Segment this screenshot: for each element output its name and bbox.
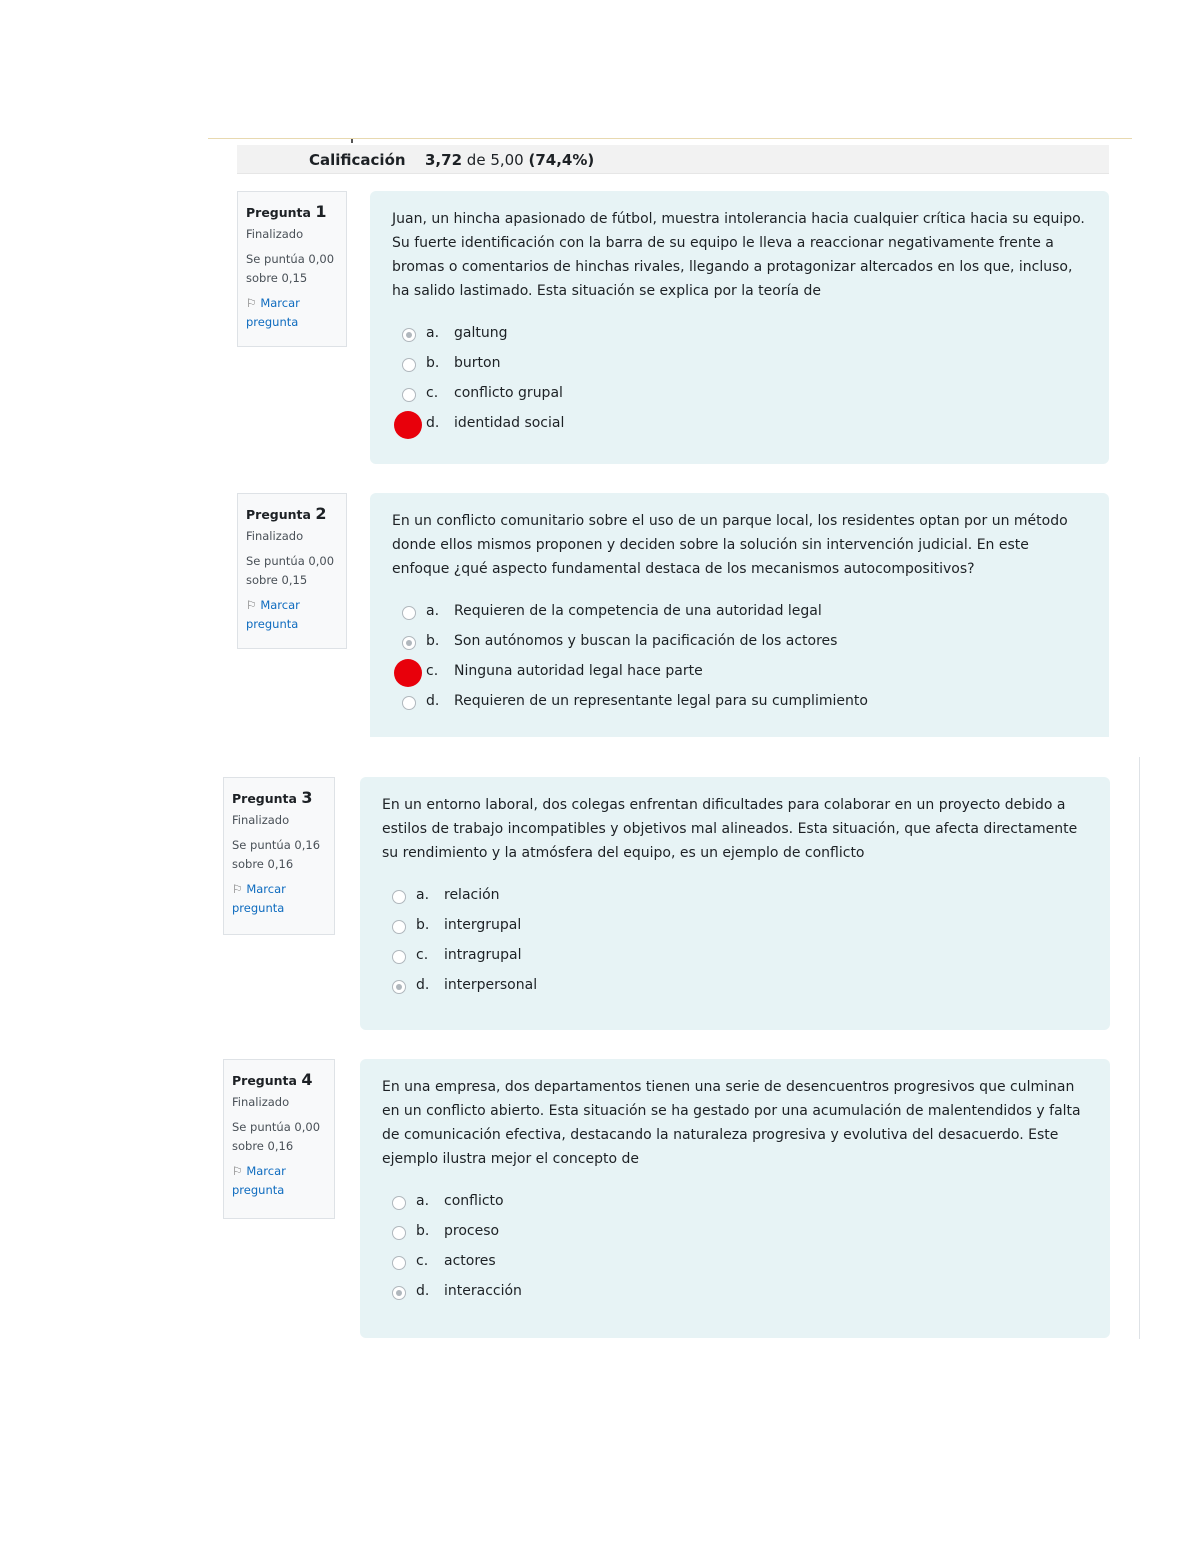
answer-list: [382, 1191, 1088, 1311]
flag-icon: ⚐: [246, 296, 257, 310]
answer-option[interactable]: a. Requieren de la competencia de una autoridad legal: [392, 601, 1087, 631]
top-divider: [208, 138, 1132, 139]
grade-value: [425, 151, 594, 169]
question-info-2: [237, 493, 347, 649]
radio-button[interactable]: [392, 1256, 406, 1270]
radio-button[interactable]: [402, 606, 416, 620]
question-number: Pregunta 2: [246, 504, 327, 523]
grade-label: Calificación: [309, 151, 406, 169]
question-number: Pregunta 3: [232, 788, 313, 807]
question-text: Juan, un hincha apasionado de fútbol, muestra intolerancia hacia cualquier crítica hacia su equipo. Su fuerte identificación con la barra de su equipo le lleva a reaccionar negativamente frente a bromas o comentarios de hinchas rivales, llegando a protagonizar altercados en los que, incluso, ha salido lastimado. Esta situación se explica por la teoría de: [392, 211, 1085, 299]
page-edge-line: [1139, 757, 1140, 1339]
answer-list: [392, 601, 1087, 721]
question-score: Se puntúa 0,00 sobre 0,15: [246, 252, 335, 285]
answer-option[interactable]: a. galtung: [392, 323, 1087, 353]
question-state: Finalizado: [232, 813, 290, 827]
question-info-3: [223, 777, 335, 935]
answer-option[interactable]: d. identidad social: [392, 413, 1087, 443]
question-score: Se puntúa 0,00 sobre 0,15: [246, 554, 335, 587]
answer-option[interactable]: b. proceso: [382, 1221, 1088, 1251]
answer-option[interactable]: b. Son autónomos y buscan la pacificación de los actores: [392, 631, 1087, 661]
radio-button[interactable]: [392, 1286, 406, 1300]
question-number: Pregunta 4: [232, 1070, 313, 1089]
radio-button[interactable]: [402, 388, 416, 402]
question-state: Finalizado: [246, 529, 304, 543]
flag-question-link[interactable]: ⚐ Marcar pregunta: [246, 598, 300, 631]
question-content-2: [370, 493, 1109, 737]
grade-percent: (74,4%): [528, 151, 595, 169]
question-content-3: [360, 777, 1110, 1030]
question-text: En una empresa, dos departamentos tienen una serie de desencuentros progresivos que culminan en un conflicto abierto. Esta situación se ha gestado por una acumulación de malentendidos y falta de comunicación efectiva, destacando la naturaleza progresiva y evolutiva del desacuerdo. Este ejemplo ilustra mejor el concepto de: [382, 1079, 1081, 1167]
red-mark-annotation: [394, 411, 422, 439]
radio-button[interactable]: [402, 358, 416, 372]
question-content-1: [370, 191, 1109, 464]
red-mark-annotation: [394, 659, 422, 687]
answer-option[interactable]: d. interacción: [382, 1281, 1088, 1311]
answer-option[interactable]: c. conflicto grupal: [392, 383, 1087, 413]
question-score: Se puntúa 0,00 sobre 0,16: [232, 1120, 321, 1153]
question-info-4: [223, 1059, 335, 1219]
answer-option[interactable]: c. actores: [382, 1251, 1088, 1281]
radio-button[interactable]: [392, 980, 406, 994]
flag-icon: ⚐: [232, 1164, 243, 1178]
question-number: Pregunta 1: [246, 202, 327, 221]
radio-button[interactable]: [392, 1196, 406, 1210]
answer-option[interactable]: a. relación: [382, 885, 1088, 915]
flag-question-link[interactable]: ⚐ Marcar pregunta: [232, 882, 286, 915]
flag-question-link[interactable]: ⚐ Marcar pregunta: [246, 296, 300, 329]
grade-summary-row: [237, 145, 1109, 174]
radio-button[interactable]: [402, 696, 416, 710]
question-content-4: [360, 1059, 1110, 1338]
flag-icon: ⚐: [246, 598, 257, 612]
question-state: Finalizado: [232, 1095, 290, 1109]
radio-button[interactable]: [392, 920, 406, 934]
answer-option[interactable]: c. intragrupal: [382, 945, 1088, 975]
answer-option[interactable]: b. burton: [392, 353, 1087, 383]
question-state: Finalizado: [246, 227, 304, 241]
answer-option[interactable]: d. Requieren de un representante legal para su cumplimiento: [392, 691, 1087, 721]
answer-option[interactable]: b. intergrupal: [382, 915, 1088, 945]
answer-option[interactable]: a. conflicto: [382, 1191, 1088, 1221]
flag-question-link[interactable]: ⚐ Marcar pregunta: [232, 1164, 286, 1197]
question-text: En un entorno laboral, dos colegas enfrentan dificultades para colaborar en un proyecto debido a estilos de trabajo incompatibles y objetivos mal alineados. Esta situación, que afecta directamente su rendimiento y la atmósfera del equipo, es un ejemplo de conflicto: [382, 797, 1078, 861]
question-score: Se puntúa 0,16 sobre 0,16: [232, 838, 321, 871]
answer-option[interactable]: c. Ninguna autoridad legal hace parte: [392, 661, 1087, 691]
radio-button[interactable]: [392, 950, 406, 964]
radio-button[interactable]: [392, 1226, 406, 1240]
answer-list: [382, 885, 1088, 1005]
answer-list: [392, 323, 1087, 443]
grade-of: de 5,00: [466, 151, 524, 169]
question-text: En un conflicto comunitario sobre el uso de un parque local, los residentes optan por un método donde ellos mismos proponen y deciden sobre la solución sin intervención judicial. En este enfoque ¿qué aspecto fundamental destaca de los mecanismos autocompositivos?: [392, 513, 1068, 577]
radio-button[interactable]: [402, 328, 416, 342]
radio-button[interactable]: [392, 890, 406, 904]
flag-icon: ⚐: [232, 882, 243, 896]
radio-button[interactable]: [402, 636, 416, 650]
question-info-1: [237, 191, 347, 347]
divider-tick: [351, 139, 353, 143]
grade-score: 3,72: [425, 151, 463, 169]
answer-option[interactable]: d. interpersonal: [382, 975, 1088, 1005]
